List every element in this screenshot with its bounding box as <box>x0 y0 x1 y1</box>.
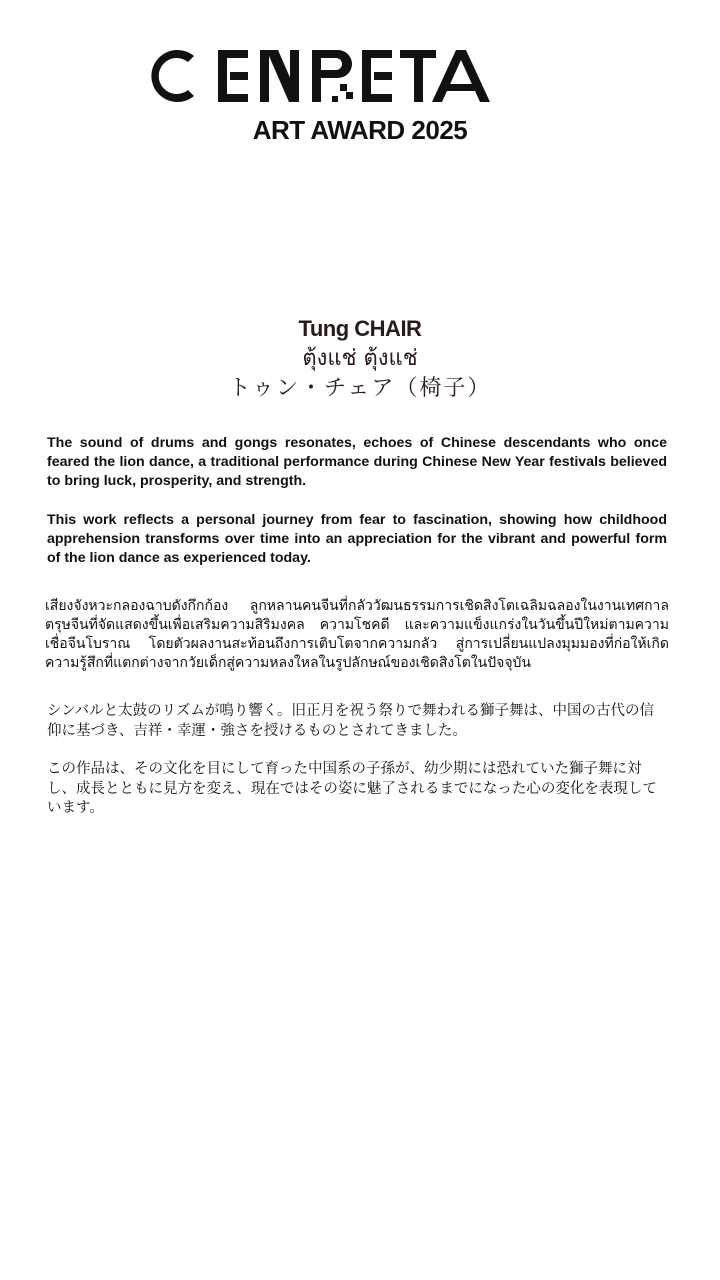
cenreta-wordmark <box>150 44 570 108</box>
award-subtitle: ART AWARD 2025 <box>252 115 468 145</box>
description-jp-paragraph-2: この作品は、その文化を目にして育った中国系の子孫が、幼少期には恐れていた獅子舞に対し、成長とともに見方を変え、現在ではその姿に魅了されるまでになった心の変化を表現しています。 <box>47 761 657 816</box>
description-th-paragraph: เสียงจังหวะกลองฉาบดังกึกก้อง ลูกหลานคนจีนที่กลัววัฒนธรรมการเชิดสิงโตเฉลิมฉลองในงานเทศกาลตรุษจีนที่จัดแสดงขึ้นเพื่อเสริมความสิริมงคล ความโชคดี และความแข็งแกร่งในวันขึ้นปีใหม่ตามความเชื่อจีนโบราณ โดยตัวผลงานสะท้อนถึงการเติบโตจากความกลัว สู่การเปลี่ยนแปลงมุมมองที่ก่อให้เกิดความรู้สึกที่แตกต่างจากวัยเด็กสู่ความหลงใหลในรูปลักษณ์ของเชิดสิงโตในปัจจุบัน <box>45 598 669 671</box>
description-jp-paragraph-1: シンバルと太鼓のリズムが鳴り響く。旧正月を祝う祭りで舞われる獅子舞は、中国の古代の信仰に基づき、吉祥・幸運・強さを授けるものとされてきました。 <box>47 703 655 739</box>
artwork-title-block <box>0 314 720 404</box>
cenreta-logo <box>0 44 720 108</box>
description-en-paragraph-1: The sound of drums and gongs resonates, echoes of Chinese descendants who once feared the lion dance, a traditional performance during Chinese New Year festivals believed to bring luck, prosperity, and strength. <box>47 435 667 489</box>
artwork-title-jp: トゥン・チェア（椅子） <box>228 376 492 401</box>
artwork-title-en: Tung CHAIR <box>298 316 422 341</box>
description-en-paragraph-2: This work reflects a personal journey from fear to fascination, showing how childhood apprehension transforms over time into an appreciation for the vibrant and powerful form of the lion dance as experienced today. <box>47 512 667 566</box>
artwork-title-th: ตุ้งแช่ ตุ้งแช่ <box>302 346 418 371</box>
